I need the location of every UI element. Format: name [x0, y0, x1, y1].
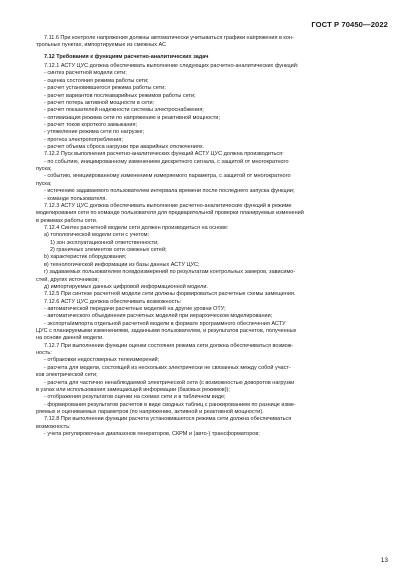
- text-line: 7.11.6 При контроле напряжения должны автоматически учитываться графики напряжения в кон-: [44, 35, 294, 41]
- text-line: 7.12.8 При выполнении функции расчета установившегося режима сети должна обеспечиваться: [44, 416, 292, 423]
- page-number: 13: [380, 557, 388, 564]
- text-line: - прогноз электропотребления;: [44, 136, 123, 143]
- text-line: - расчет объема сброса нагрузки при аварийных отключениях.: [44, 144, 205, 151]
- text-line: моделирования сети по команде пользователя для предварительной проверки планируемых изменений: [36, 210, 304, 217]
- text-line: стей, других источников;: [36, 276, 99, 283]
- text-line: на основе данной модели.: [36, 335, 104, 342]
- text-line: - отображения результатов оценки на схемах сети и в табличном виде;: [44, 394, 226, 401]
- text-line: - расчета для модели, состоящей из нескольких электрически не связанных между собой участ-: [44, 364, 291, 371]
- text-line: - команде пользователя.: [44, 195, 107, 202]
- text-line: 7.12.7 При выполнении функции оценки состояния режима сети должна обеспечиваться возмож-: [44, 342, 294, 349]
- text-line: 7.12.4 Синтез расчетной модели сети должен производиться на основе:: [44, 224, 229, 231]
- text-line: - отбраковки недостоверных телеизмерений;: [44, 357, 160, 364]
- text-line: - расчет вариантов послеаварийных режимов работы сети;: [44, 92, 196, 99]
- text-line: 7.12.1 АСТУ ЦУС должна обеспечивать выполнение следующих расчетно-аналитических функций:: [44, 63, 299, 70]
- text-line: в режимах работы сети.: [36, 217, 98, 224]
- text-line: ряемых и оцениваемых параметров (по напряжению, активной и реактивной мощности).: [36, 408, 264, 415]
- text-line: в узлах или использования замещающей информации (базовых режимов));: [36, 386, 230, 393]
- text-line: ность:: [36, 350, 52, 357]
- text-line: трольных пунктах, импортируемые из смежных АС: [36, 42, 167, 49]
- text-line: - оценка состояния режима работы сети;: [44, 77, 149, 84]
- text-line: - синтез расчетной модели сети;: [44, 70, 127, 77]
- text-line: в) технологической информации из базы данных АСТУ ЦУС;: [44, 261, 200, 268]
- text-line: - оптимизация режима сети по напряжению и реактивной мощности;: [44, 114, 220, 121]
- document-body: [36, 35, 386, 438]
- text-line: - автоматического объединения расчетных моделей при иерархическом моделировании;: [44, 313, 273, 320]
- text-line: 7.12.6 АСТУ ЦУС должна обеспечивать возможность:: [44, 298, 182, 305]
- text-line: а) топологической модели сети с учетом:: [44, 232, 150, 239]
- standard-number: ГОСТ Р 70450—2022: [311, 20, 388, 29]
- text-line: 2) граничных элементов сети смежных сетей;: [50, 247, 167, 254]
- text-line: - автоматической передачи расчетных моделей на другие уровни ОТУ;: [44, 305, 226, 312]
- text-line: ЦУС с планируемыми изменениями, заданными пользователем, и результатов расчетов, полученных: [36, 328, 297, 335]
- text-line: - истечению задаваемого пользователем интервала времени после последнего запуска функции;: [44, 188, 295, 195]
- text-line: - экспорта/импорта отдельной расчетной модели в формате программного обеспечения АСТУ: [44, 320, 286, 327]
- text-line: 7.12.5 При синтезе расчетной модели сети должны формироваться расчетные схемы замещения.: [44, 291, 296, 298]
- text-line: - расчет токов короткого замыкания;: [44, 121, 138, 128]
- text-line: - учета регулировочных диапазонов генераторов, СКРМ и (авто-) трансформаторов;: [44, 431, 260, 438]
- text-line: - расчет потерь активной мощности в сети;: [44, 99, 155, 106]
- text-line: 7.12.2 Пуск выполнения расчетно-аналитических функций АСТУ ЦУС должна производиться:: [44, 151, 284, 158]
- text-line: - расчет установившегося режима работы сети;: [44, 85, 166, 92]
- text-line: ков электрической сети;: [36, 372, 98, 379]
- text-line: - расчет показателей надежности системы электроснабжения;: [44, 107, 204, 114]
- text-line: - событию, инициированному изменением измеряемого параметра, с защитой от многократного: [44, 173, 291, 180]
- text-line: b) характеристик оборудования;: [44, 254, 127, 261]
- text-line: г) задаваемых пользователем псевдоизмерений по результатам контрольных замеров, зависимо-: [44, 269, 296, 276]
- text-line: 7.12.3 АСТУ ЦУС должна обеспечивать выполнение расчетно-аналитических функций в режиме: [44, 202, 292, 209]
- text-line: - расчета для частично ненаблюдаемой электрической сети (с возможностью доворотов нагрузки: [44, 379, 295, 386]
- text-line: возможность:: [36, 423, 71, 430]
- text-line: пуска;: [36, 166, 52, 173]
- text-line: - утяжеление режима сети по нагрузке;: [44, 129, 145, 136]
- text-line: - по событию, инициированному изменением дискретного сигнала, с защитой от многократного: [44, 158, 289, 165]
- section-heading: 7.12 Требования к функциям расчетно-аналитических задач: [44, 53, 209, 60]
- text-line: пуска;: [36, 180, 52, 187]
- text-line: - формирования результатов расчетов в виде сводных таблиц с ранжированием по разнице изме-: [44, 401, 296, 408]
- text-line: д) импортируемых данных цифровой информационной модели.: [44, 283, 208, 290]
- text-line: 1) зон эксплуатационной ответственности;: [50, 239, 159, 246]
